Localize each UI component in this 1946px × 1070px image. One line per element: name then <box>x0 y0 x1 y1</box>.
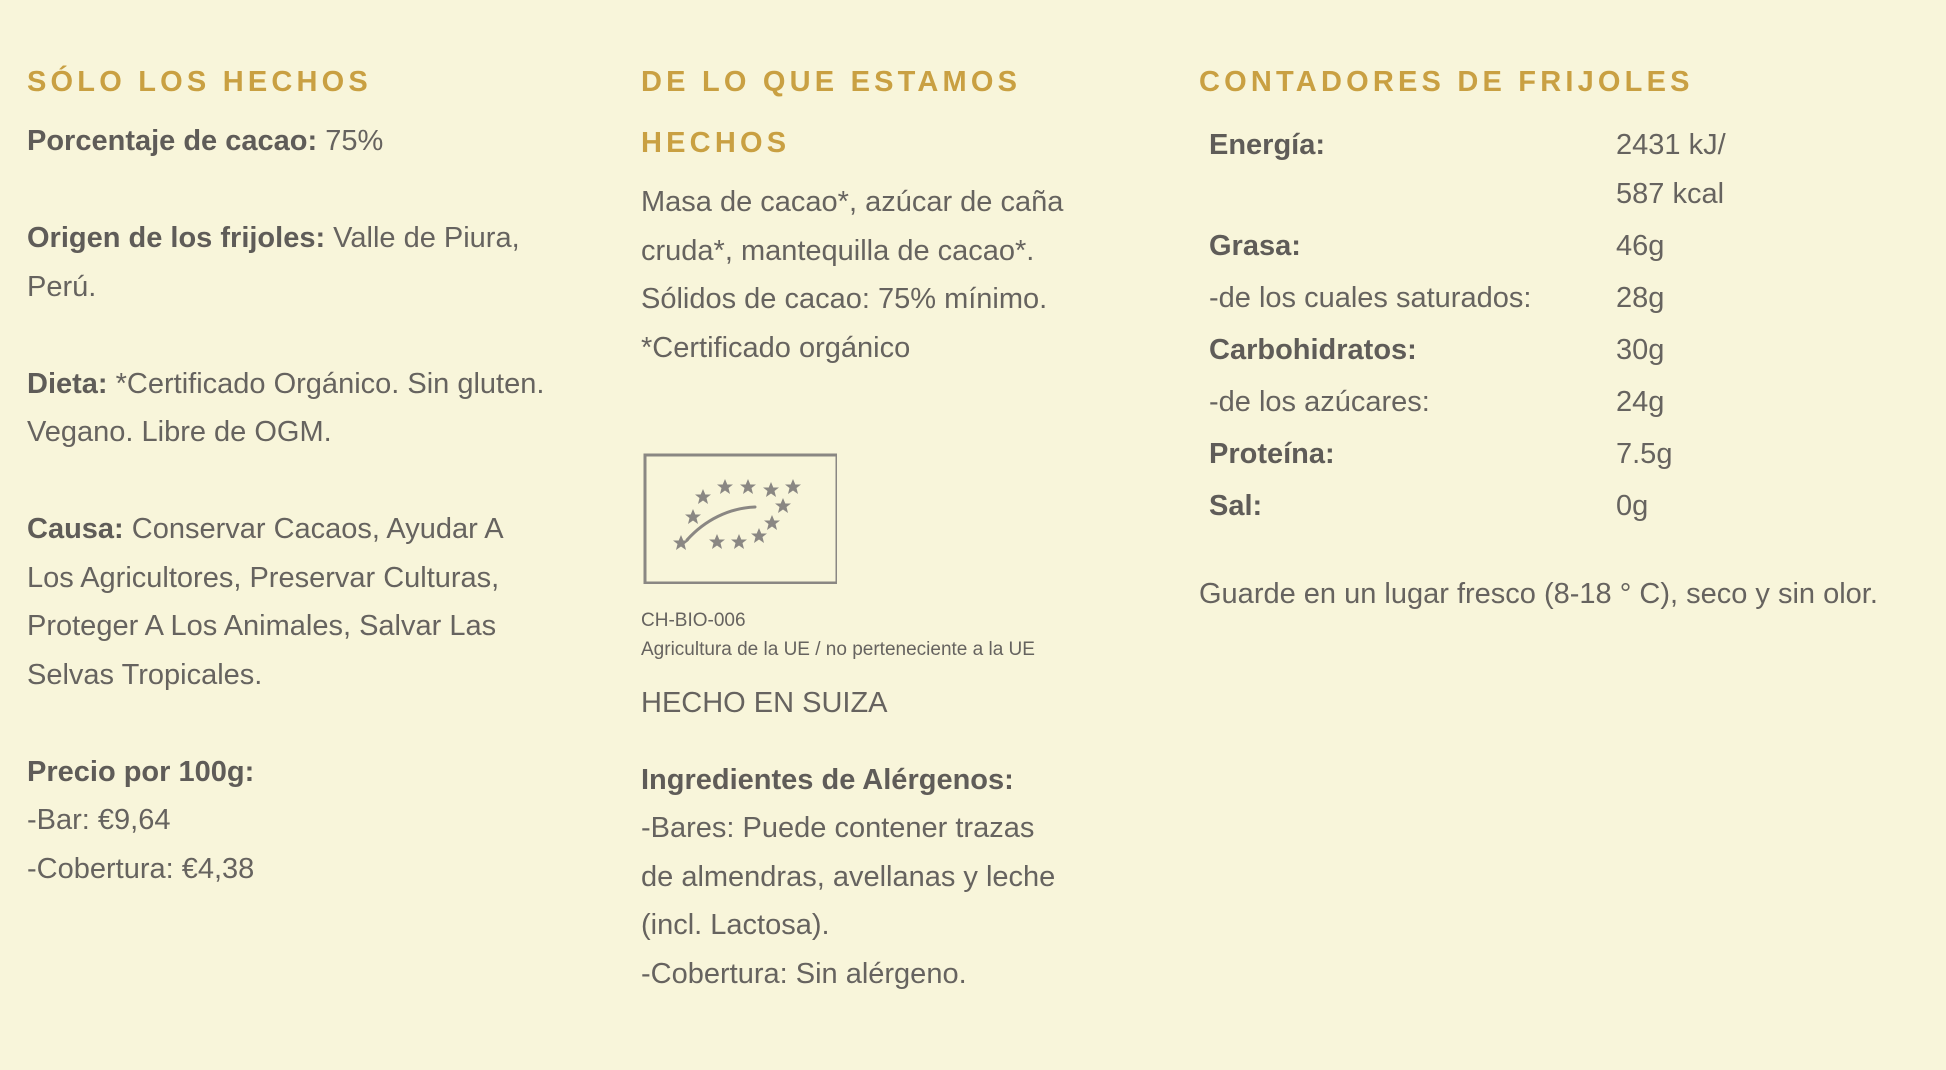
price-label: Precio por 100g: <box>27 755 255 788</box>
ingredient-line: Sólidos de cacao: 75% mínimo. <box>641 283 1048 315</box>
nutrition-value: 24g <box>1616 385 1665 418</box>
certification-info <box>641 606 1121 664</box>
cause-line: Los Agricultores, Preservar Culturas, <box>27 561 500 594</box>
nutrition-row-carbs <box>1199 326 1939 375</box>
allergen-line: -Bares: Puede contener trazas <box>641 812 1035 844</box>
cert-code: CH-BIO-006 <box>641 610 746 631</box>
nutrition-value: 28g <box>1616 281 1665 314</box>
energy-kcal: 587 kcal <box>1616 177 1725 210</box>
cause-label: Causa: <box>27 513 124 545</box>
nutrition-label: Proteína: <box>1209 437 1335 470</box>
nutrition-value <box>1616 121 1816 218</box>
price-bar: -Bar: €9,64 <box>27 804 171 836</box>
bean-origin <box>27 214 617 311</box>
ingredient-line: cruda*, mantequilla de cacao*. <box>641 234 1035 267</box>
nutrition-label: Grasa: <box>1209 229 1301 262</box>
cause-line: Conservar Cacaos, Ayudar A <box>123 513 504 545</box>
allergen-line: -Cobertura: Sin alérgeno. <box>641 957 967 990</box>
allergen-line: (incl. Lactosa). <box>641 909 830 941</box>
ingredient-line: *Certificado orgánico <box>641 331 911 364</box>
facts-section <box>27 52 617 893</box>
price-info <box>27 748 617 894</box>
nutrition-label: -de los azúcares: <box>1209 385 1430 418</box>
origin-value: Valle de Piura, <box>325 222 520 254</box>
origin-value-line2: Perú. <box>27 270 97 303</box>
cert-origin: Agricultura de la UE / no perteneciente a la UE <box>641 639 1035 660</box>
made-in-label: HECHO EN SUIZA <box>641 687 888 719</box>
nutrition-value: 30g <box>1616 333 1665 366</box>
nutrition-row-energy <box>1199 121 1939 218</box>
allergen-line: de almendras, avellanas y leche <box>641 860 1056 893</box>
ingredients-list <box>641 178 1121 372</box>
cause-line: Proteger A Los Animales, Salvar Las <box>27 610 497 642</box>
nutrition-label: -de los cuales saturados: <box>1209 281 1532 314</box>
nutrition-label: Energía: <box>1209 129 1326 161</box>
eu-organic-leaf-icon <box>641 452 837 584</box>
cause-line: Selvas Tropicales. <box>27 658 263 691</box>
nutrition-row-fat <box>1199 222 1939 271</box>
nutrition-row-salt <box>1199 482 1939 531</box>
diet-value: *Certificado Orgánico. Sin gluten. <box>107 367 545 400</box>
ingredients-section <box>641 52 1121 998</box>
diet-value-line2: Vegano. Libre de OGM. <box>27 416 332 448</box>
cacao-value: 75% <box>317 125 384 157</box>
price-cover: -Cobertura: €4,38 <box>27 852 255 885</box>
facts-heading: SÓLO LOS HECHOS <box>27 66 372 98</box>
nutrition-label: Sal: <box>1209 489 1263 522</box>
nutrition-section <box>1199 52 1939 619</box>
nutrition-row-protein <box>1199 430 1939 479</box>
cacao-percentage <box>27 117 617 166</box>
nutrition-row-saturated <box>1199 274 1939 323</box>
nutrition-heading: CONTADORES DE FRIJOLES <box>1199 66 1694 98</box>
allergen-info <box>641 756 1121 999</box>
allergen-label: Ingredientes de Alérgenos: <box>641 763 1014 796</box>
storage-instructions: Guarde en un lugar fresco (8-18 ° C), seco y sin olor. <box>1199 578 1878 610</box>
origin-label: Origen de los frijoles: <box>27 222 326 254</box>
ingredients-heading <box>641 52 1121 174</box>
nutrition-value: 46g <box>1616 229 1665 262</box>
cacao-label: Porcentaje de cacao: <box>27 125 318 157</box>
nutrition-row-sugars <box>1199 378 1939 427</box>
diet-info <box>27 360 617 457</box>
cause-info <box>27 505 617 699</box>
nutrition-table <box>1199 121 1939 530</box>
nutrition-value: 0g <box>1616 489 1649 522</box>
ingredients-heading-line1: DE LO QUE ESTAMOS <box>641 66 1022 98</box>
energy-kj: 2431 kJ/ <box>1616 129 1726 161</box>
ingredient-line: Masa de cacao*, azúcar de caña <box>641 186 1064 218</box>
nutrition-label: Carbohidratos: <box>1209 333 1417 366</box>
ingredients-heading-line2: HECHOS <box>641 127 791 159</box>
diet-label: Dieta: <box>27 367 108 400</box>
nutrition-value: 7.5g <box>1616 437 1673 470</box>
